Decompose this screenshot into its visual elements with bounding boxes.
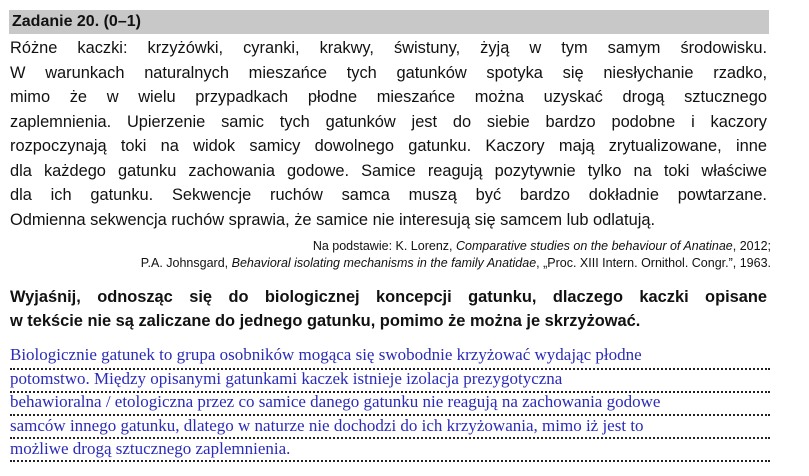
answer-line: samców innego gatunku, dlatego w naturze nie dochodzi do ich krzyżowania, mimo iż jest to: [10, 415, 644, 435]
answer-line: potomstwo. Między opisanymi gatunkami kaczek istnieje izolacja prezygotyczna: [10, 368, 563, 388]
task-title: Zadanie 20. (0–1): [12, 13, 141, 30]
source-title-1: Comparative studies on the behaviour of Anatinae: [455, 239, 733, 253]
question-text: [10, 285, 767, 333]
passage-line: W warunkach naturalnych mieszańce tych gatunków spotyka się niesłychanie rzadko,: [10, 63, 767, 82]
passage-line: mimo że w wielu przypadkach płodne mieszańce można uzyskać drogą sztucznego: [10, 88, 767, 106]
passage-text: [10, 36, 767, 232]
source-line-2: P.A. Johnsgard, Behavioral isolating mechanisms in the family Anatidae, „Proc. XIII Intern. Ornithol. Congr.”, 1963.: [140, 256, 771, 270]
source-title-2: Behavioral isolating mechanisms in the family Anatidae: [231, 256, 537, 270]
question-line: Wyjaśnij, odnosząc się do biologicznej koncepcji gatunku, dlaczego kaczki opisane: [10, 288, 767, 306]
passage-line: dla ich gatunku. Sekwencje ruchów samca muszą być bardzo dokładnie powtarzane.: [10, 186, 767, 204]
passage-line: dla każdego gatunku zachowania godowe. Samice reagują pozytywnie tylko na toki właściwe: [10, 161, 767, 180]
source-citation: [141, 238, 771, 272]
source-line-1: Na podstawie: K. Lorenz, Comparative studies on the behaviour of Anatinae, 2012;: [312, 239, 771, 253]
question-line: w tekście nie są zaliczane do jednego gatunku, pomimo że można je skrzyżować.: [10, 312, 641, 330]
passage-line: rozpoczynają toki na widok samicy dowolnego gatunku. Kaczory mają zrytualizowane, inne: [10, 137, 767, 155]
answer-line: możliwe drogą sztucznego zaplemnienia.: [10, 439, 291, 458]
passage-line: Odmienna sekwencja ruchów sprawia, że samice nie interesują się samcem lub odlatują.: [10, 210, 656, 229]
answer-line: Biologicznie gatunek to grupa osobników mogąca się swobodnie krzyżować wydając płodne: [10, 345, 642, 364]
passage-line: Różne kaczki: krzyżówki, cyranki, krakwy, świstuny, żyją w tym samym środowisku.: [10, 39, 767, 57]
passage-line: zaplemnienia. Upierzenie samic tych gatunków jest do siebie bardzo podobne i kaczory: [10, 112, 767, 131]
handwritten-answer[interactable]: [10, 343, 780, 461]
answer-line: behawioralna / etologiczna przez co samice danego gatunku nie reagują na zachowania godowe: [10, 392, 661, 411]
